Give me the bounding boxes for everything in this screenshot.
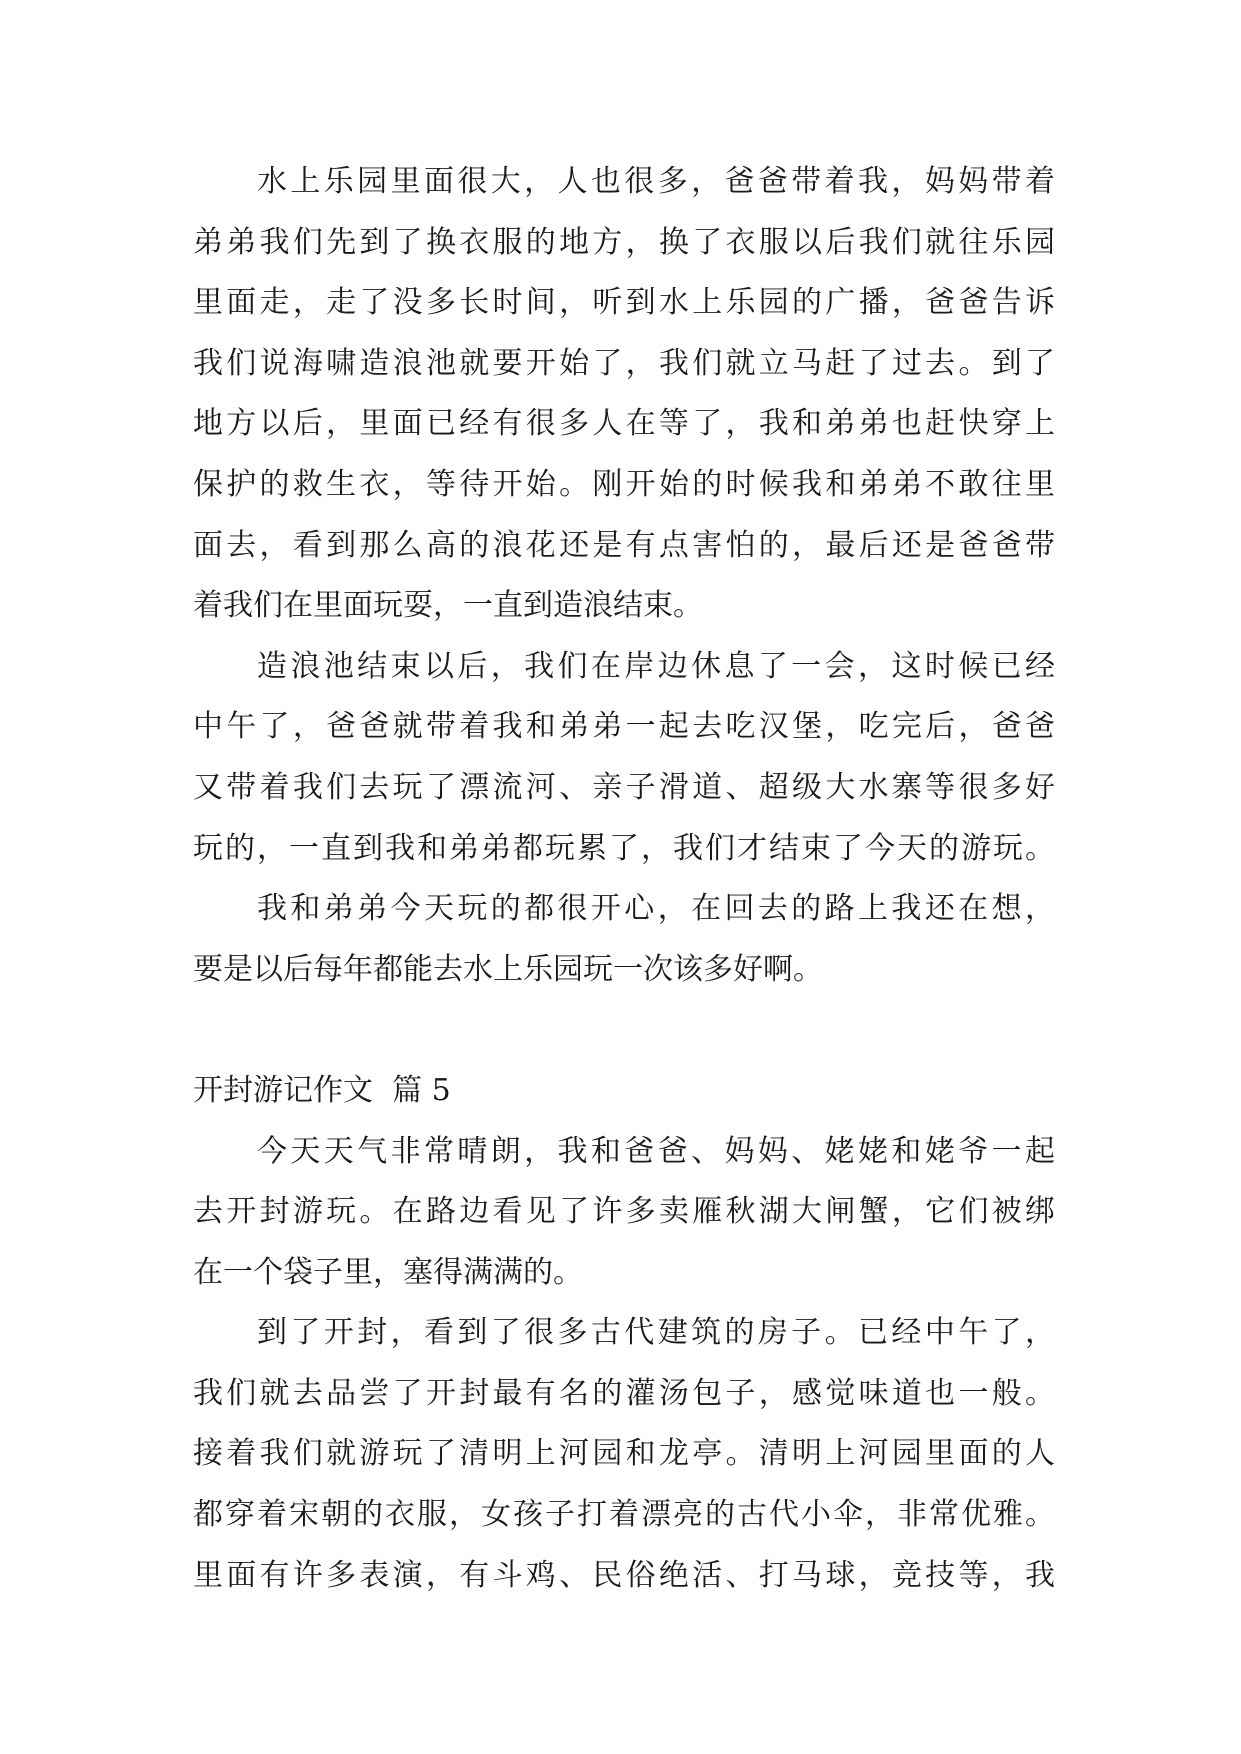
section-spacer	[193, 1000, 1055, 1061]
text-line: 我们说海啸造浪池就要开始了，我们就立马赶了过去。到了	[193, 345, 1055, 381]
text-line: 中午了，爸爸就带着我和弟弟一起去吃汉堡，吃完后，爸爸	[193, 709, 1055, 745]
text-line: 去开封游玩。在路边看见了许多卖雁秋湖大闸蟹，它们被绑	[193, 1194, 1055, 1230]
paragraph-kaifeng-visit	[193, 1303, 1055, 1606]
text-line: 要是以后每年都能去水上乐园玩一次该多好啊。	[193, 951, 823, 987]
paragraph-water-park-intro	[193, 152, 1055, 637]
text-line: 在一个袋子里，塞得满满的。	[193, 1254, 583, 1290]
text-line: 我和弟弟今天玩的都很开心，在回去的路上我还在想，	[257, 891, 1055, 927]
text-line: 接着我们就游玩了清明上河园和龙亭。清明上河园里面的人	[193, 1436, 1055, 1472]
text-line: 里面走，走了没多长时间，听到水上乐园的广播，爸爸告诉	[193, 285, 1055, 321]
text-line: 玩的，一直到我和弟弟都玩累了，我们才结束了今天的游玩。	[193, 830, 1055, 866]
text-line: 又带着我们去玩了漂流河、亲子滑道、超级大水寨等很多好	[193, 769, 1055, 805]
text-line: 地方以后，里面已经有很多人在等了，我和弟弟也赶快穿上	[193, 406, 1055, 442]
text-line: 今天天气非常晴朗，我和爸爸、妈妈、姥姥和姥爷一起	[257, 1133, 1055, 1169]
text-line: 造浪池结束以后，我们在岸边休息了一会，这时候已经	[257, 648, 1055, 684]
paragraph-after-wave-pool	[193, 637, 1055, 879]
text-line: 我们就去品尝了开封最有名的灌汤包子，感觉味道也一般。	[193, 1375, 1055, 1411]
text-line: 着我们在里面玩耍，一直到造浪结束。	[193, 588, 703, 624]
text-line: 到了开封，看到了很多古代建筑的房子。已经中午了，	[257, 1315, 1055, 1351]
document-page	[193, 152, 1055, 1606]
text-line: 里面有许多表演，有斗鸡、民俗绝活、打马球，竞技等，我	[193, 1557, 1055, 1593]
text-line: 保护的救生衣，等待开始。刚开始的时候我和弟弟不敢往里	[193, 466, 1055, 502]
paragraph-conclusion	[193, 879, 1055, 1000]
paragraph-kaifeng-intro	[193, 1122, 1055, 1304]
text-line: 弟弟我们先到了换衣服的地方，换了衣服以后我们就往乐园	[193, 224, 1055, 260]
text-line: 水上乐园里面很大，人也很多，爸爸带着我，妈妈带着	[257, 164, 1055, 199]
text-line: 面去，看到那么高的浪花还是有点害怕的，最后还是爸爸带	[193, 527, 1055, 563]
text-line: 都穿着宋朝的衣服，女孩子打着漂亮的古代小伞，非常优雅。	[193, 1497, 1055, 1533]
section-heading: 开封游记作文 篇 5	[193, 1072, 451, 1108]
